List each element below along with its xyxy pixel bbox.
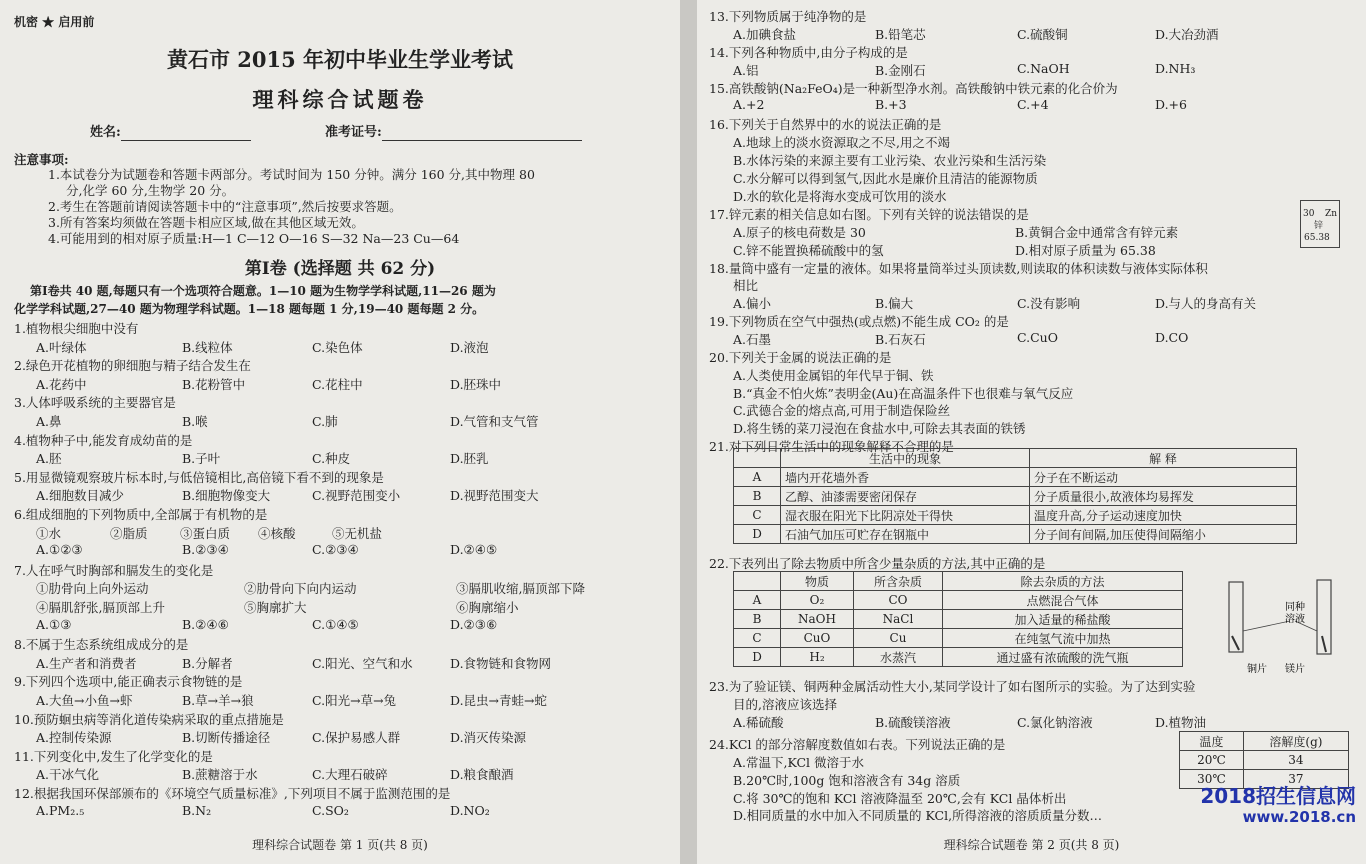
option: A.干冰气化 xyxy=(36,767,100,783)
question-18: 18.量筒中盛有一定量的液体。如果将量筒举过头顶读数,则读取的体积读数与液体实际体积 xyxy=(709,261,1208,276)
option: C.CuO xyxy=(1017,330,1058,345)
question-14: 14.下列各种物质中,由分子构成的是 xyxy=(709,45,908,60)
sub-item: ④核酸 xyxy=(258,525,296,541)
option: A.石墨 xyxy=(733,332,772,347)
figure-label: 铜片 xyxy=(1247,664,1267,675)
watermark xyxy=(1200,784,1356,826)
option: C.大理石破碎 xyxy=(312,767,388,783)
option: B.20℃时,100g 饱和溶液含有 34g 溶质 xyxy=(733,773,961,788)
name-field: 姓名: xyxy=(90,121,251,141)
exam-title: 黄石市 2015 年初中毕业生学业考试 xyxy=(166,47,514,72)
option: D.植物油 xyxy=(1155,715,1207,730)
table-cell: CuO xyxy=(781,629,854,648)
sub-item: ①肋骨向上向外运动 xyxy=(36,581,149,597)
table-header xyxy=(734,572,781,591)
table-cell: 点燃混合气体 xyxy=(943,591,1183,610)
question-24: 24.KCl 的部分溶解度数值如右表。下列说法正确的是 xyxy=(709,737,1006,752)
table-row xyxy=(734,591,1183,610)
test-tube-figure xyxy=(1205,576,1355,676)
page-gutter xyxy=(680,0,697,864)
option: C.硫酸铜 xyxy=(1017,27,1068,42)
secret-label: 机密 ★ 启用前 xyxy=(14,15,95,29)
table-cell: NaOH xyxy=(781,610,854,629)
table-cell: C xyxy=(734,629,781,648)
option: C.锌不能置换稀硫酸中的氢 xyxy=(733,243,884,258)
option: D.胚乳 xyxy=(450,451,489,467)
table-header xyxy=(734,449,781,468)
table-header: 温度 xyxy=(1180,732,1244,751)
watermark-url: www.2018.cn xyxy=(1242,808,1356,826)
sub-item: ②肋骨向下向内运动 xyxy=(244,581,357,597)
option: A.人类使用金属铝的年代早于铜、铁 xyxy=(733,368,934,383)
table-cell: CO xyxy=(854,591,943,610)
table-cell: NaCl xyxy=(854,610,943,629)
table-cell: C xyxy=(734,506,781,525)
magnesium-strip xyxy=(1322,636,1326,652)
option: B.水体污染的来源主要有工业污染、农业污染和生活污染 xyxy=(733,153,1047,168)
option: A.大鱼→小鱼→虾 xyxy=(36,693,133,708)
table-cell: 通过盛有浓硫酸的洗气瓶 xyxy=(943,648,1183,667)
option: A.①②③ xyxy=(36,542,83,558)
option: A.稀硫酸 xyxy=(733,715,784,730)
table-row xyxy=(734,629,1183,648)
question-21: 21.对下列日常生活中的现象解释不合理的是 xyxy=(709,439,954,454)
option: D.NH₃ xyxy=(1155,61,1196,76)
question-6: 6.组成细胞的下列物质中,全部属于有机物的是 xyxy=(14,507,268,522)
option: D.粮食酿酒 xyxy=(450,767,514,783)
table-row xyxy=(734,487,1297,506)
sub-item: ④膈肌舒张,膈顶部上升 xyxy=(36,600,165,615)
table-row xyxy=(734,506,1297,525)
option: A.原子的核电荷数是 30 xyxy=(733,225,866,240)
table-row xyxy=(734,610,1183,629)
option: D.食物链和食物网 xyxy=(450,655,552,671)
watermark-title: 2018招生信息网 xyxy=(1200,784,1356,808)
figure-label: 溶液 xyxy=(1285,614,1305,625)
question-12: 12.根据我国环保部颁布的《环境空气质量标准》,下列项目不属于监测范围的是 xyxy=(14,786,451,801)
question-3: 3.人体呼吸系统的主要器官是 xyxy=(14,395,176,411)
option: A.PM₂.₅ xyxy=(36,802,85,818)
sub-item: ⑤胸廓扩大 xyxy=(244,600,307,615)
sub-item: ③蛋白质 xyxy=(180,525,231,541)
option: C.视野范围变小 xyxy=(312,488,401,504)
option: D.②③⑥ xyxy=(450,616,498,632)
option: B.花粉管中 xyxy=(182,376,246,392)
exam-no-blank xyxy=(382,125,582,141)
notice-1b: 分,化学 60 分,生物学 20 分。 xyxy=(66,183,235,198)
option: C.肺 xyxy=(312,414,338,429)
question-9: 9.下列四个选项中,能正确表示食物链的是 xyxy=(14,674,243,690)
option: B.石灰石 xyxy=(875,332,926,347)
table-header: 除去杂质的方法 xyxy=(943,572,1183,591)
option: A.加碘食盐 xyxy=(733,27,797,42)
option: C.阳光、空气和水 xyxy=(312,655,413,671)
table-cell: Cu xyxy=(854,629,943,648)
question-2: 2.绿色开花植物的卵细胞与精子结合发生在 xyxy=(14,358,251,374)
option: B.偏大 xyxy=(875,296,914,311)
zinc-element-card: 30 Zn 锌 65.38 xyxy=(1300,200,1340,248)
option: D.+6 xyxy=(1155,97,1187,112)
option: D.水的软化是将海水变成可饮用的淡水 xyxy=(733,189,947,204)
option: D.昆虫→青蛙→蛇 xyxy=(450,693,547,708)
option: C.染色体 xyxy=(312,339,363,355)
table-cell: D xyxy=(734,648,781,667)
table-cell: 石油气加压可贮存在钢瓶中 xyxy=(781,525,1030,544)
option: B.线粒体 xyxy=(182,339,233,355)
sub-item: ②脂质 xyxy=(110,525,148,541)
option: A.偏小 xyxy=(733,296,772,311)
option: B.喉 xyxy=(182,414,208,429)
option: D.气管和支气管 xyxy=(450,414,539,429)
question-5: 5.用显微镜观察玻片标本时,与低倍镜相比,高倍镜下看不到的现象是 xyxy=(14,469,384,485)
table-cell: B xyxy=(734,610,781,629)
option: D.NO₂ xyxy=(450,802,490,818)
table-row xyxy=(734,468,1297,487)
option: C.保护易感人群 xyxy=(312,730,401,746)
option: A.①③ xyxy=(36,616,72,632)
option: D.视野范围变大 xyxy=(450,488,539,504)
figure-label: 镁片 xyxy=(1285,664,1305,675)
question-18-cont: 相比 xyxy=(733,278,759,293)
sub-item: ③膈肌收缩,膈顶部下降 xyxy=(456,581,585,597)
option: A.铝 xyxy=(733,63,759,78)
table-header: 所含杂质 xyxy=(854,572,943,591)
option: D.CO xyxy=(1155,330,1189,345)
section-title: 第Ⅰ卷 (选择题 共 62 分) xyxy=(244,259,436,279)
option: A.鼻 xyxy=(36,414,62,429)
left-tube xyxy=(1229,582,1243,652)
option: D.消灭传染源 xyxy=(450,730,527,746)
option: C.没有影响 xyxy=(1017,296,1081,311)
option: C.氯化钠溶液 xyxy=(1017,715,1093,730)
option: B.黄铜合金中通常含有锌元素 xyxy=(1015,225,1179,240)
table-header: 生活中的现象 xyxy=(781,449,1030,468)
option: B.切断传播途径 xyxy=(182,730,271,746)
option: C.水分解可以得到氢气,因此水是廉价且清洁的能源物质 xyxy=(733,171,1038,186)
option: C.①④⑤ xyxy=(312,616,359,632)
option: B.铅笔芯 xyxy=(875,27,926,42)
option: C.武德合金的熔点高,可用于制造保险丝 xyxy=(733,403,951,418)
option: D.大冶劲酒 xyxy=(1155,27,1219,42)
table-cell: 20℃ xyxy=(1180,751,1244,770)
question-10: 10.预防蛔虫病等消化道传染病采取的重点措施是 xyxy=(14,711,284,727)
option: C.②③④ xyxy=(312,542,359,558)
option: B.②④⑥ xyxy=(182,616,229,632)
option: D.与人的身高有关 xyxy=(1155,296,1257,311)
option: D.胚珠中 xyxy=(450,376,502,392)
option: D.②④⑤ xyxy=(450,542,498,558)
option: B.硫酸镁溶液 xyxy=(875,715,951,730)
question-17: 17.锌元素的相关信息如右图。下列有关锌的说法错误的是 xyxy=(709,207,1029,222)
sub-item: ①水 xyxy=(36,525,62,541)
table-cell: H₂ xyxy=(781,648,854,667)
question-19: 19.下列物质在空气中强热(或点燃)不能生成 CO₂ 的是 xyxy=(709,314,1009,329)
option: A.胚 xyxy=(36,451,62,467)
notice-3: 3.所有答案均须做在答题卡相应区域,做在其他区域无效。 xyxy=(48,215,364,230)
option: B.金刚石 xyxy=(875,63,926,78)
notice-1: 1.本试卷分为试题卷和答题卡两部分。考试时间为 150 分钟。满分 160 分,其中物理 80 xyxy=(48,167,535,182)
table-cell: 30℃ xyxy=(1180,770,1244,789)
copper-strip xyxy=(1232,636,1239,650)
table-cell: 水蒸汽 xyxy=(854,648,943,667)
page-left xyxy=(0,0,680,864)
table-cell: 温度升高,分子运动速度加快 xyxy=(1030,506,1297,525)
question-1: 1.植物根尖细胞中没有 xyxy=(14,321,139,336)
option: B.子叶 xyxy=(182,451,221,467)
table-q21 xyxy=(733,448,1297,544)
table-cell: 在纯氢气流中加热 xyxy=(943,629,1183,648)
page-right xyxy=(697,0,1366,864)
paper-title: 理科综合试题卷 xyxy=(252,87,428,112)
option: B.②③④ xyxy=(182,542,229,558)
option: C.NaOH xyxy=(1017,61,1070,76)
pointer-line xyxy=(1243,621,1290,631)
question-23-cont: 目的,溶液应该选择 xyxy=(733,697,837,712)
table-cell: 分子间有间隔,加压使得间隔缩小 xyxy=(1030,525,1297,544)
option: B.细胞物像变大 xyxy=(182,488,271,504)
exam-no-field: 准考证号: xyxy=(325,121,582,141)
option: B.草→羊→狼 xyxy=(182,693,254,708)
question-8: 8.不属于生态系统组成成分的是 xyxy=(14,637,189,653)
option: B.蔗糖溶于水 xyxy=(182,767,258,783)
table-q24 xyxy=(1179,731,1349,789)
notice-2: 2.考生在答题前请阅读答题卡中的“注意事项”,然后按要求答题。 xyxy=(48,199,402,214)
section-desc-2: 化学学科试题,27—40 题为物理学科试题。1—18 题每题 1 分,19—40 题每题 2 分。 xyxy=(14,302,485,316)
section-desc-1: 第Ⅰ卷共 40 题,每题只有一个选项符合题意。1—10 题为生物学学科试题,11—26 题为 xyxy=(30,284,496,298)
option: C.阳光→草→兔 xyxy=(312,693,397,708)
option: C.种皮 xyxy=(312,451,351,467)
option: B.+3 xyxy=(875,97,907,112)
option: D.相同质量的水中加入不同质量的 KCl,所得溶液的溶质质量分数… xyxy=(733,808,1103,823)
table-cell: 37 xyxy=(1243,770,1348,789)
option: B.N₂ xyxy=(182,802,212,818)
table-cell: 湿衣服在阳光下比阴凉处干得快 xyxy=(781,506,1030,525)
option: C.将 30℃的饱和 KCl 溶液降温至 20℃,会有 KCl 晶体析出 xyxy=(733,791,1067,806)
question-11: 11.下列变化中,发生了化学变化的是 xyxy=(14,748,213,764)
option: D.相对原子质量为 65.38 xyxy=(1015,243,1156,258)
option: B.分解者 xyxy=(182,655,233,671)
page-footer: 理科综合试题卷 第 2 页(共 8 页) xyxy=(943,838,1120,852)
question-4: 4.植物种子中,能发育成幼苗的是 xyxy=(14,432,193,448)
table-q22 xyxy=(733,571,1183,667)
question-16: 16.下列关于自然界中的水的说法正确的是 xyxy=(709,117,942,132)
option: C.SO₂ xyxy=(312,802,349,818)
option: C.花柱中 xyxy=(312,376,363,392)
notice-4: 4.可能用到的相对原子质量:H—1 C—12 O—16 S—32 Na—23 Cu—64 xyxy=(48,231,460,246)
table-row xyxy=(734,648,1183,667)
question-7: 7.人在呼气时胸部和膈发生的变化是 xyxy=(14,562,214,578)
option: A.+2 xyxy=(733,97,765,112)
table-cell: A xyxy=(734,591,781,610)
table-cell: 加入适量的稀盐酸 xyxy=(943,610,1183,629)
option: D.将生锈的菜刀浸泡在食盐水中,可除去其表面的铁锈 xyxy=(733,421,1026,436)
option: A.细胞数目减少 xyxy=(36,488,125,504)
table-cell: 乙醇、油漆需要密闭保存 xyxy=(781,487,1030,506)
option: A.生产者和消费者 xyxy=(36,655,137,671)
sub-item: ⑥胸廓缩小 xyxy=(456,600,519,615)
option: A.花药中 xyxy=(36,376,87,392)
table-cell: D xyxy=(734,525,781,544)
table-cell: 墙内开花墙外香 xyxy=(781,468,1030,487)
option: A.地球上的淡水资源取之不尽,用之不竭 xyxy=(733,135,950,150)
page-footer: 理科综合试题卷 第 1 页(共 8 页) xyxy=(252,838,428,852)
table-cell: 分子在不断运动 xyxy=(1030,468,1297,487)
option: B.“真金不怕火炼”表明金(Au)在高温条件下也很难与氧气反应 xyxy=(733,386,1074,401)
question-22: 22.下表列出了除去物质中所含少量杂质的方法,其中正确的是 xyxy=(709,556,1046,571)
notice-title: 注意事项: xyxy=(14,152,69,167)
table-header: 解 释 xyxy=(1030,449,1297,468)
table-header: 溶解度(g) xyxy=(1243,732,1348,751)
name-blank xyxy=(121,125,251,141)
question-20: 20.下列关于金属的说法正确的是 xyxy=(709,350,892,365)
question-23: 23.为了验证镁、铜两种金属活动性大小,某同学设计了如右图所示的实验。为了达到实验 xyxy=(709,679,1196,694)
option: A.常温下,KCl 微溶于水 xyxy=(733,755,865,770)
option: A.控制传染源 xyxy=(36,730,112,746)
table-cell: 34 xyxy=(1243,751,1348,770)
option: D.液泡 xyxy=(450,339,489,355)
table-cell: A xyxy=(734,468,781,487)
table-cell: B xyxy=(734,487,781,506)
table-header: 物质 xyxy=(781,572,854,591)
figure-label: 同种 xyxy=(1285,602,1305,613)
table-cell: O₂ xyxy=(781,591,854,610)
question-13: 13.下列物质属于纯净物的是 xyxy=(709,9,867,24)
question-15: 15.高铁酸钠(Na₂FeO₄)是一种新型净水剂。高铁酸钠中铁元素的化合价为 xyxy=(709,81,1118,96)
table-row xyxy=(734,525,1297,544)
option: C.+4 xyxy=(1017,97,1049,112)
option: A.叶绿体 xyxy=(36,339,87,355)
table-cell: 分子质量很小,故液体均易挥发 xyxy=(1030,487,1297,506)
sub-item: ⑤无机盐 xyxy=(332,525,383,541)
